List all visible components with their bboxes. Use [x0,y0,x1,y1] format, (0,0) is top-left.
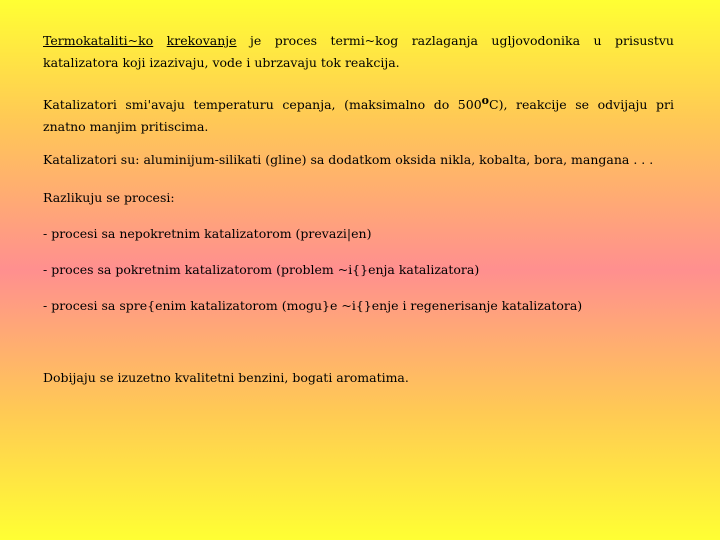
temperature-text-before: Katalizatori smi'avaju temperaturu cepanja, (maksimalno do 500 [43,97,482,112]
list-item-fluid-catalyst: - procesi sa spre{enim katalizatorom (mogu}e ~i{}enje i regenerisanje katalizatora) [43,298,583,313]
term-part-1: Termokataliti~ko [43,33,154,48]
paragraph-definition [43,30,674,74]
degree-symbol: o [481,94,490,107]
paragraph-catalysts: Katalizatori su: aluminijum-silikati (gline) sa dodatkom oksida nikla, kobalta, bora, mangana . . . [43,152,654,167]
paragraph-temperature [43,90,674,138]
list-item-fixed-catalyst: - procesi sa nepokretnim katalizatorom (prevazi|en) [43,226,372,241]
term-part-2: krekovanje [166,33,237,48]
definition-text: je proces termi~kog razlaganja ugljovodonika u prisustvu katalizatora koji izazivaju, vode i ubrzavaju tok reakcija. [43,33,674,70]
list-item-moving-catalyst: - proces sa pokretnim katalizatorom (problem ~i{}enja katalizatora) [43,262,480,277]
paragraph-conclusion: Dobijaju se izuzetno kvalitetni benzini, bogati aromatima. [43,370,409,385]
temperature-text-after: C), reakcije se odvijaju pri znatno manjim pritiscima. [43,97,674,134]
paragraph-processes-heading: Razlikuju se procesi: [43,190,175,205]
